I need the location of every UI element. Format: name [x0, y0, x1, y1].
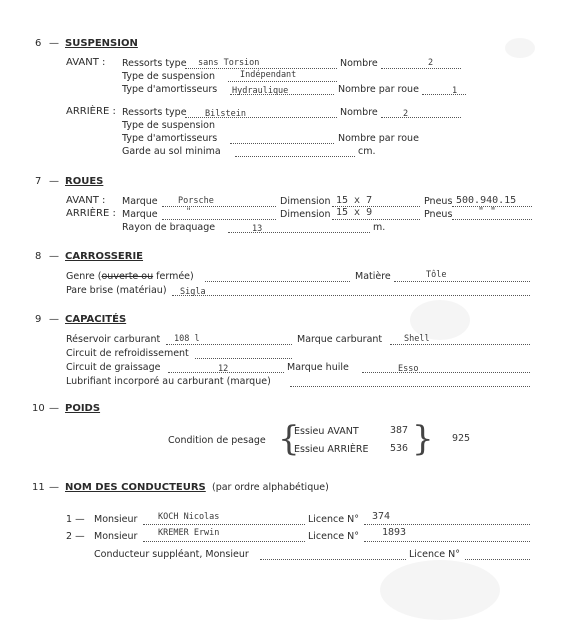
dotted-line [390, 344, 530, 345]
lubrifiant-label: Lubrifiant incorporé au carburant (marque) [66, 376, 271, 387]
dotted-line [228, 81, 337, 82]
avant-marque-value[interactable]: Porsche [178, 196, 214, 206]
avant-label: AVANT : [66, 57, 106, 68]
cm-unit: cm. [358, 146, 376, 157]
avant-dimension-value[interactable]: 15 x 7 [336, 195, 373, 206]
section-dash: — [49, 403, 59, 414]
type-suspension-label: Type de suspension [122, 71, 215, 82]
avant-suspension-value[interactable]: Indépendant [240, 70, 297, 80]
dotted-line [394, 281, 530, 282]
dotted-line [381, 68, 461, 69]
nombre-par-roue-label: Nombre par roue [338, 84, 419, 95]
section-number: 10 [32, 403, 45, 414]
matiere-label: Matière [355, 271, 391, 282]
monsieur-label: Monsieur [94, 514, 138, 525]
licence-label: Licence N° [308, 514, 359, 525]
avant-nombre-roue-value[interactable]: 1 [452, 86, 458, 96]
type-amortisseurs-label: Type d'amortisseurs [122, 133, 218, 144]
section-subtitle: (par ordre alphabétique) [212, 482, 329, 493]
rayon-value[interactable]: 13 [252, 224, 263, 234]
section-title-carrosserie: CARROSSERIE [65, 251, 144, 262]
marque-huile-label: Marque huile [287, 362, 349, 373]
avant-ressorts-value[interactable]: sans Torsion [198, 58, 260, 68]
type-amortisseurs-label: Type d'amortisseurs [122, 84, 218, 95]
dimension-label: Dimension [280, 209, 331, 220]
essieu-arriere-label: Essieu ARRIÈRE [294, 444, 369, 455]
avant-pneus-value[interactable]: 500.940.15 [456, 195, 517, 206]
section-title-suspension: SUSPENSION [65, 38, 138, 49]
genre-label: Genre (ouverte ou fermée) [66, 271, 194, 282]
suppleant-label: Conducteur suppléant, Monsieur [94, 549, 249, 560]
section-number: 11 [32, 482, 45, 493]
dotted-line [422, 94, 466, 95]
ressorts-type-label: Ressorts type [122, 107, 187, 118]
essieu-avant-label: Essieu AVANT [294, 426, 359, 437]
essieu-avant-value[interactable]: 387 [390, 425, 409, 436]
section-title-roues: ROUES [65, 176, 104, 187]
essieu-arriere-value[interactable]: 536 [390, 443, 409, 454]
marque-label: Marque [122, 209, 158, 220]
section-dash: — [49, 314, 59, 325]
dotted-line [172, 295, 530, 296]
dotted-line [162, 206, 276, 207]
driver-2-name-value[interactable]: KREMER Erwin [158, 528, 220, 538]
section-dash: — [49, 251, 59, 262]
dimension-label: Dimension [280, 196, 331, 207]
dotted-line [290, 386, 530, 387]
dotted-line [465, 559, 530, 560]
left-brace-icon: { [278, 419, 300, 459]
right-brace-icon: } [412, 419, 434, 459]
nombre-label: Nombre [340, 58, 378, 69]
dotted-line [364, 541, 530, 542]
driver-number: 1 — [66, 514, 85, 525]
driver-2-licence-value[interactable]: 1893 [382, 527, 407, 538]
driver-1-licence-value[interactable]: 374 [372, 511, 391, 522]
arriere-nombre-value[interactable]: 2 [403, 109, 409, 119]
dotted-line [332, 219, 420, 220]
condition-pesage-label: Condition de pesage [168, 435, 266, 446]
refroidissement-label: Circuit de refroidissement [66, 348, 189, 359]
dotted-line [364, 524, 530, 525]
matiere-value[interactable]: Tôle [426, 270, 447, 280]
ressorts-type-label: Ressorts type [122, 58, 187, 69]
arriere-marque-value[interactable]: " [186, 207, 192, 217]
scan-smudge [380, 560, 500, 620]
poids-total-value[interactable]: 925 [452, 433, 471, 444]
avant-nombre-value[interactable]: 2 [428, 58, 434, 68]
section-number: 8 [35, 251, 42, 262]
nombre-par-roue-label: Nombre par roue [338, 133, 419, 144]
rayon-braquage-label: Rayon de braquage [122, 222, 216, 233]
m-unit: m. [373, 222, 386, 233]
section-title-poids: POIDS [65, 403, 101, 414]
dotted-line [166, 344, 292, 345]
dotted-line [162, 219, 276, 220]
pneus-label: Pneus [424, 196, 453, 207]
pneus-label: Pneus [424, 209, 453, 220]
driver-1-name-value[interactable]: KOCH Nicolas [158, 512, 220, 522]
dotted-line [235, 156, 355, 157]
dotted-line [230, 143, 334, 144]
section-dash: — [49, 38, 59, 49]
section-dash: — [49, 482, 59, 493]
marque-huile-value[interactable]: Esso [398, 364, 419, 374]
licence-label: Licence N° [308, 531, 359, 542]
arriere-dimension-value[interactable]: 15 x 9 [336, 207, 373, 218]
dotted-line [362, 372, 530, 373]
scan-smudge [505, 38, 535, 58]
dotted-line [205, 281, 350, 282]
dotted-line [185, 68, 337, 69]
graissage-label: Circuit de graissage [66, 362, 161, 373]
nombre-label: Nombre [340, 107, 378, 118]
arriere-ressorts-value[interactable]: Bilstein [205, 109, 246, 119]
arriere-pneus-value[interactable]: " " [478, 206, 497, 217]
monsieur-label: Monsieur [94, 531, 138, 542]
arriere-label: ARRIÈRE : [66, 106, 116, 117]
licence-label: Licence N° [409, 549, 460, 560]
section-dash: — [49, 176, 59, 187]
arriere-label: ARRIÈRE : [66, 208, 116, 219]
driver-number: 2 — [66, 531, 85, 542]
reservoir-label: Réservoir carburant [66, 334, 161, 345]
garde-au-sol-label: Garde au sol minima [122, 146, 221, 157]
dotted-line [143, 541, 305, 542]
pare-brise-value[interactable]: Sigla [180, 287, 206, 297]
dotted-line [143, 524, 305, 525]
type-suspension-label: Type de suspension [122, 120, 215, 131]
graissage-value[interactable]: 12 [218, 364, 229, 374]
dotted-line [452, 219, 532, 220]
dotted-line [260, 559, 406, 560]
dotted-line [381, 117, 461, 118]
dotted-line [228, 232, 370, 233]
reservoir-value[interactable]: 108 l [174, 334, 200, 344]
section-number: 7 [35, 176, 42, 187]
marque-carburant-label: Marque carburant [297, 334, 383, 345]
avant-amortisseurs-value[interactable]: Hydraulique [232, 86, 289, 96]
section-number: 9 [35, 314, 42, 325]
marque-label: Marque [122, 196, 158, 207]
section-number: 6 [35, 38, 42, 49]
marque-carburant-value[interactable]: Shell [404, 334, 430, 344]
dotted-line [195, 358, 292, 359]
pare-brise-label: Pare brise (matériau) [66, 285, 167, 296]
section-title-capacites: CAPACITÉS [65, 314, 127, 325]
avant-label: AVANT : [66, 195, 106, 206]
section-title-conducteurs: NOM DES CONDUCTEURS [65, 482, 206, 493]
